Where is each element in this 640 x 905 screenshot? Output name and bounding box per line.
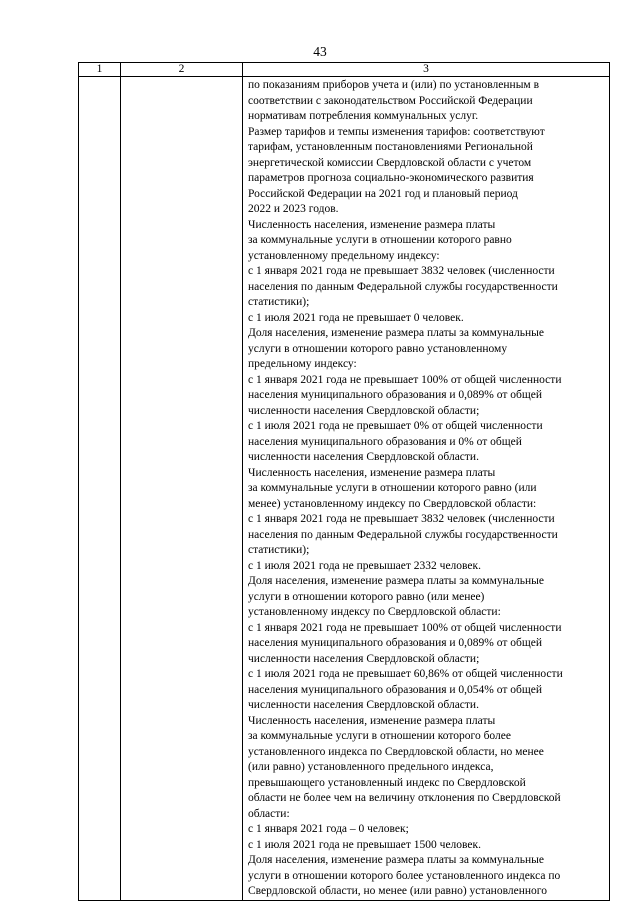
text-line: населения по данным Федеральной службы государственности <box>248 528 558 541</box>
column-3-text <box>243 77 609 900</box>
text-line: населения по данным Федеральной службы государственности <box>248 280 558 293</box>
text-line: с 1 января 2021 года не превышает 100% от общей численности <box>248 373 562 386</box>
text-line: соответствии с законодательством Российской Федерации <box>248 94 533 107</box>
text-line: по показаниям приборов учета и (или) по установленным в <box>248 79 540 91</box>
column-header-3: 3 <box>243 63 610 77</box>
column-header-1: 1 <box>79 63 121 77</box>
text-line: Доля населения, изменение размера платы за коммунальные <box>248 854 544 866</box>
text-line: с 1 января 2021 года не превышает 3832 человек (численности <box>248 265 555 277</box>
text-line: Численность населения, изменение размера платы <box>248 714 496 727</box>
text-line: населения муниципального образования и 0,089% от общей <box>248 389 542 401</box>
text-line: Численность населения, изменение размера платы <box>248 466 496 479</box>
text-line: установленному индексу по Свердловской области: <box>248 606 501 618</box>
text-line: статистики); <box>248 296 310 308</box>
text-line: с 1 июля 2021 года не превышает 60,86% от общей численности <box>248 668 563 680</box>
text-line: Доля населения, изменение размера платы за коммунальные <box>248 327 544 339</box>
text-line: превышающего установленный индекс по Свердловской <box>248 776 526 789</box>
text-line: энергетической комиссии Свердловской области с учетом <box>248 156 532 169</box>
text-line: с 1 июля 2021 года не превышает 0% от общей численности <box>248 420 543 432</box>
text-line: за коммунальные услуги в отношении которого более <box>248 730 511 742</box>
table-header-row <box>79 63 610 77</box>
column-3-cell <box>243 77 610 901</box>
text-line: статистики); <box>248 544 310 556</box>
column-header-2: 2 <box>121 63 243 77</box>
text-line: области не более чем на величину отклонения по Свердловской <box>248 792 561 804</box>
text-line: (или равно) установленного предельного индекса, <box>248 761 494 773</box>
text-line: с 1 января 2021 года не превышает 100% от общей численности <box>248 621 562 634</box>
text-line: населения муниципального образования и 0,089% от общей <box>248 637 542 649</box>
text-line: Доля населения, изменение размера платы за коммунальные <box>248 575 544 587</box>
text-line: 2022 и 2023 годов. <box>248 203 339 215</box>
text-line: области: <box>248 807 290 820</box>
text-line: Численность населения, изменение размера платы <box>248 218 496 231</box>
text-line: Российской Федерации на 2021 год и плановый период <box>248 187 518 200</box>
text-line: услуги в отношении которого равно установленному <box>248 342 508 355</box>
text-line: за коммунальные услуги в отношении которого равно <box>248 234 512 246</box>
text-line: с 1 января 2021 года не превышает 3832 человек (численности <box>248 513 555 525</box>
page-number: 43 <box>313 44 327 59</box>
text-line: населения муниципального образования и 0,054% от общей <box>248 683 542 696</box>
column-2-cell <box>121 77 243 901</box>
document-table <box>78 62 610 901</box>
text-line: установленному предельному индексу: <box>248 249 440 262</box>
text-line: установленного индекса по Свердловской области, но менее <box>248 745 544 758</box>
text-line: параметров прогноза социально-экономического развития <box>248 172 534 184</box>
text-line: с 1 июля 2021 года не превышает 1500 человек. <box>248 838 481 851</box>
text-line: Свердловской области, но менее (или равно) установленного <box>248 885 547 897</box>
text-line: предельному индексу: <box>248 358 357 370</box>
text-line: численности населения Свердловской области; <box>248 404 480 417</box>
text-line: менее) установленному индексу по Свердловской области: <box>248 497 537 510</box>
text-line: численности населения Свердловской области. <box>248 699 479 711</box>
text-line: с 1 июля 2021 года не превышает 2332 человек. <box>248 559 481 572</box>
text-line: с 1 июля 2021 года не превышает 0 человек. <box>248 311 464 324</box>
text-line: нормативам потребления коммунальных услуг. <box>248 110 479 122</box>
text-line: Размер тарифов и темпы изменения тарифов: соответствуют <box>248 125 545 138</box>
text-line: численности населения Свердловской области. <box>248 451 479 463</box>
text-line: тарифам, установленным постановлениями Региональной <box>248 141 533 153</box>
text-line: населения муниципального образования и 0% от общей <box>248 435 522 448</box>
column-1-cell <box>79 77 121 901</box>
text-line: численности населения Свердловской области; <box>248 652 480 665</box>
text-line: услуги в отношении которого равно (или менее) <box>248 590 485 603</box>
text-line: с 1 января 2021 года – 0 человек; <box>248 823 409 835</box>
table-row <box>79 77 610 901</box>
text-line: за коммунальные услуги в отношении которого равно (или <box>248 482 537 494</box>
text-line: услуги в отношении которого более установленного индекса по <box>248 869 561 882</box>
